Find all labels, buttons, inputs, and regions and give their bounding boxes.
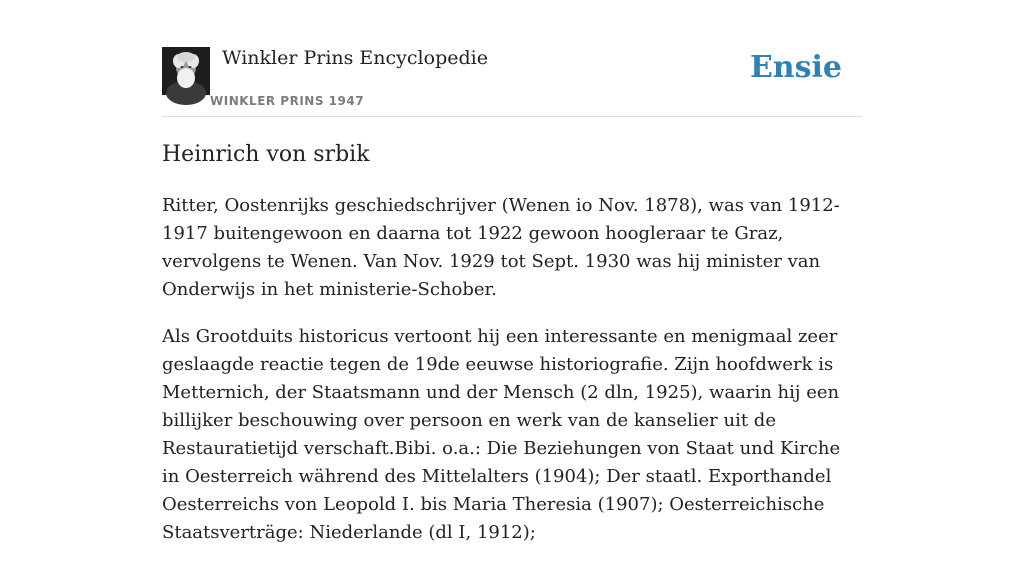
source-name[interactable]: Winkler Prins Encyclopedie [222, 47, 488, 69]
brand-logo[interactable]: Ensie [749, 50, 842, 85]
article-title: Heinrich von srbik [162, 142, 370, 167]
portrait-image [162, 47, 210, 95]
source-header [162, 46, 862, 117]
source-subtitle[interactable]: WINKLER PRINS 1947 [210, 94, 365, 108]
avatar[interactable] [162, 47, 210, 95]
article-paragraph: Als Grootduits historicus vertoont hij een interessante en menigmaal zeer geslaagde reactie tegen de 19de eeuwse historiografie. Zijn hoofdwerk is Metternich, der Staatsmann und der Mensch (2 dln, 1925), waarin hij een billijker beschouwing over persoon en werk van de kanselier uit de Restauratietijd verschaft.Bibi. o.a.: Die Beziehungen von Staat und Kirche in Oesterreich während des Mittelalters (1904); Der staatl. Exporthandel Oesterreichs von Leopold I. bis Maria Theresia (1907); Oesterreichische Staatsverträge: Niederlande (dl I, 1912); [162, 326, 841, 543]
article-paragraph: Ritter, Oostenrijks geschiedschrijver (Wenen io Nov. 1878), was van 1912-1917 buitengewoon en daarna tot 1922 gewoon hoogleraar te Graz, vervolgens te Wenen. Van Nov. 1929 tot Sept. 1930 was hij minister van Onderwijs in het ministerie-Schober. [162, 195, 840, 300]
article-body [162, 192, 862, 566]
